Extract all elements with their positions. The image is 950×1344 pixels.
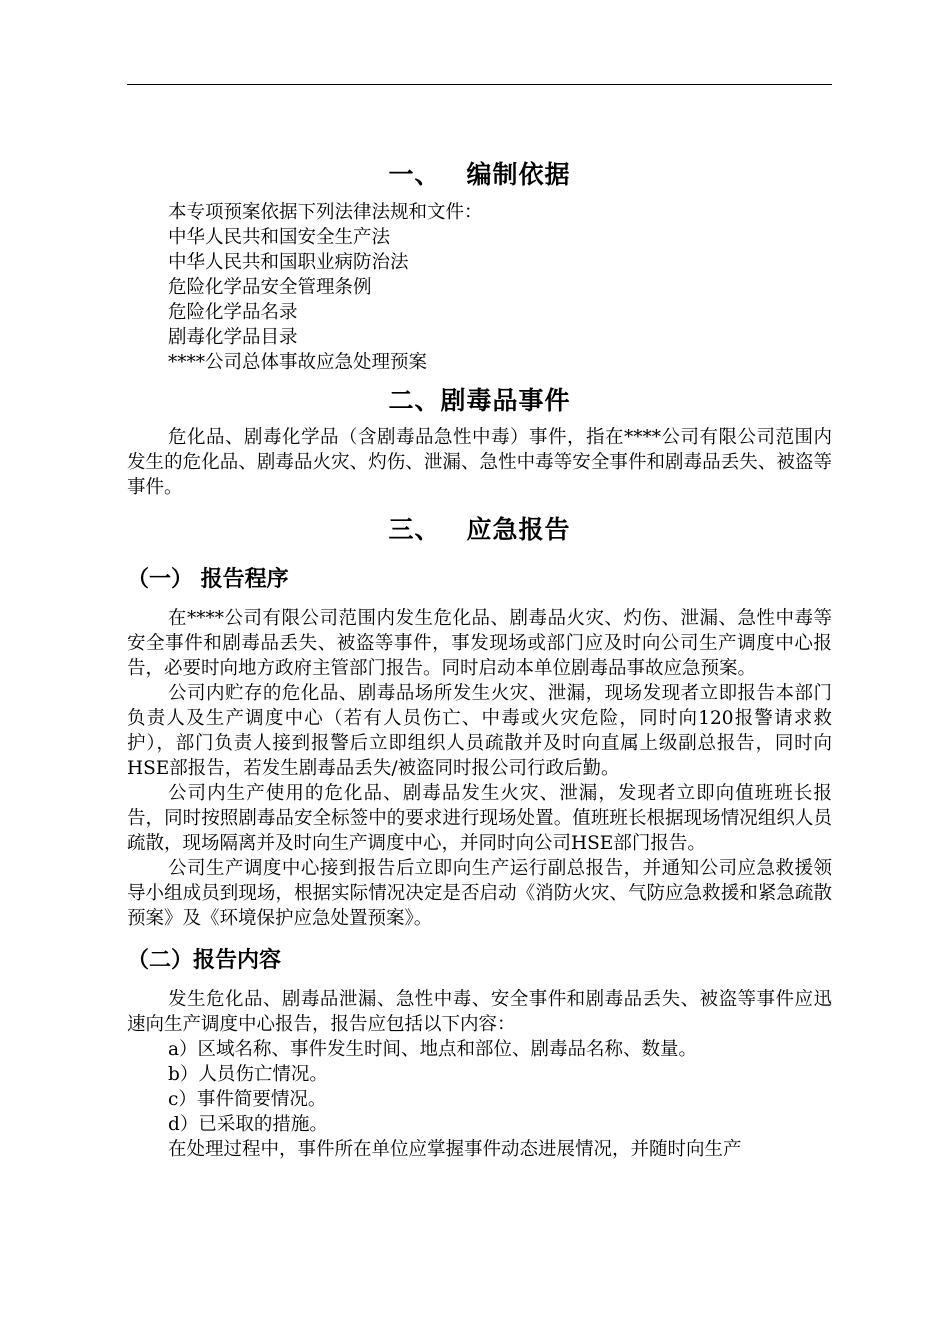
section2-paragraph: 危化品、剧毒化学品（含剧毒品急性中毒）事件，指在****公司有限公司范围内发生的危化品、剧毒品火灾、灼伤、泄漏、急性中毒等安全事件和剧毒品丢失、被盗等事件。 bbox=[127, 427, 832, 498]
basis-item: 中华人民共和国职业病防治法 bbox=[168, 252, 409, 273]
content-item: d）已采取的措施。 bbox=[168, 1114, 328, 1135]
basis-item: 剧毒化学品目录 bbox=[168, 327, 298, 348]
content-paragraph: 发生危化品、剧毒品泄漏、急性中毒、安全事件和剧毒品丢失、被盗等事件应迅速向生产调度中心报告，报告应包括以下内容： bbox=[127, 989, 832, 1035]
section2-heading: 二、剧毒品事件 bbox=[388, 386, 571, 415]
basis-item: 中华人民共和国安全生产法 bbox=[168, 227, 391, 248]
section1-heading: 一、 编制依据 bbox=[388, 160, 571, 189]
document-page bbox=[127, 150, 832, 1162]
closing-line: 在处理过程中，事件所在单位应掌握事件动态进展情况，并随时向生产 bbox=[168, 1139, 742, 1160]
header-rule bbox=[127, 84, 832, 85]
content-item: c）事件简要情况。 bbox=[168, 1089, 327, 1110]
procedure-paragraph: 公司生产调度中心接到报告后立即向生产运行副总报告，并通知公司应急救援领导小组成员到现场，根据实际情况决定是否启动《消防火灾、气防应急救援和紧急疏散预案》及《环境保护应急处置预案》。 bbox=[127, 858, 832, 929]
basis-item: ****公司总体事故应急处理预案 bbox=[168, 352, 428, 373]
procedure-paragraph: 公司内生产使用的危化品、剧毒品发生火灾、泄漏，发现者立即向值班班长报告，同时按照剧毒品安全标签中的要求进行现场处置。值班班长根据现场情况组织人员疏散，现场隔离并及时向生产调度中心，并同时向公司HSE部门报告。 bbox=[127, 783, 832, 854]
basis-item: 危险化学品名录 bbox=[168, 302, 298, 323]
section3-heading: 三、 应急报告 bbox=[388, 515, 571, 544]
subsection-report-content: （二）报告内容 bbox=[127, 948, 282, 973]
content-item: a）区域名称、事件发生时间、地点和部位、剧毒品名称、数量。 bbox=[168, 1039, 698, 1060]
procedure-paragraph: 在****公司有限公司范围内发生危化品、剧毒品火灾、灼伤、泄漏、急性中毒等安全事件和剧毒品丢失、被盗等事件，事发现场或部门应及时向公司生产调度中心报告，必要时向地方政府主管部门报告。同时启动本单位剧毒品事故应急预案。 bbox=[127, 608, 832, 679]
basis-item: 危险化学品安全管理条例 bbox=[168, 277, 372, 298]
procedure-paragraph: 公司内贮存的危化品、剧毒品场所发生火灾、泄漏，现场发现者立即报告本部门负责人及生产调度中心（若有人员伤亡、中毒或火灾危险，同时向120报警请求救护），部门负责人接到报警后立即组织人员疏散并及时向直属上级副总报告，同时向HSE部报告，若发生剧毒品丢失/被盗同时报公司行政后勤。 bbox=[127, 683, 832, 779]
section1-intro: 本专项预案依据下列法律法规和文件： bbox=[168, 202, 483, 223]
subsection-reporting-procedure: （一） 报告程序 bbox=[127, 567, 289, 592]
content-item: b）人员伤亡情况。 bbox=[168, 1064, 328, 1085]
